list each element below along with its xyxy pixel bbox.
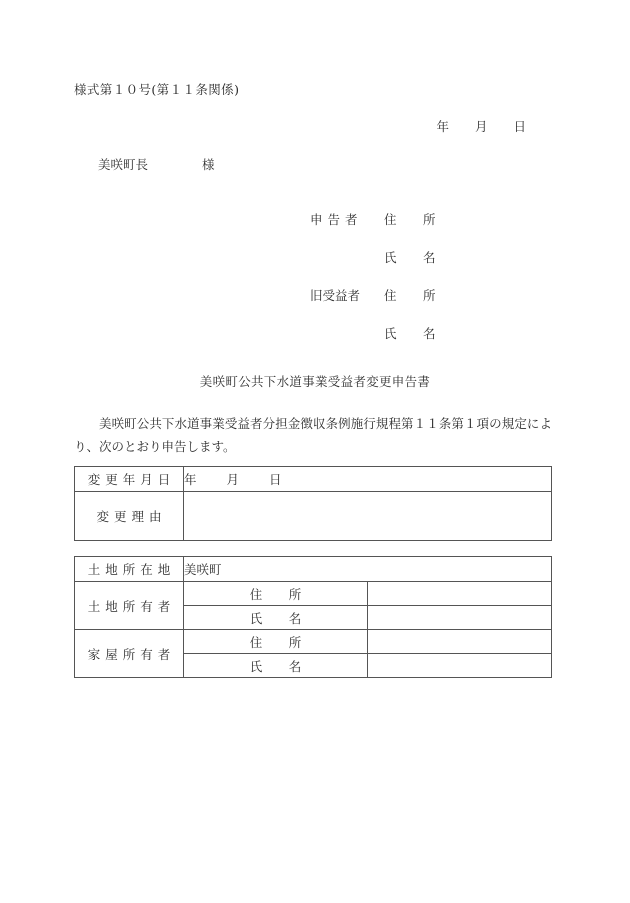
land-location-label: 土地所在地 <box>75 557 184 582</box>
land-location-value[interactable]: 美咲町 <box>184 557 552 582</box>
former-beneficiary-address-label: 住 所 <box>384 288 443 303</box>
change-date-label: 変更年月日 <box>75 467 184 492</box>
applicant-name-label: 氏 名 <box>384 250 443 265</box>
applicant-address-label: 住 所 <box>384 212 443 227</box>
building-owner-address-label: 住 所 <box>184 630 368 654</box>
building-owner-name-value[interactable] <box>368 654 552 678</box>
change-reason-value[interactable] <box>184 492 552 541</box>
addressee <box>98 155 215 173</box>
change-date-value[interactable] <box>184 467 552 492</box>
addressee-office: 美咲町長 <box>98 157 149 172</box>
change-date-year-label: 年 <box>184 472 197 487</box>
date-month-label: 月 <box>474 119 488 134</box>
table-row <box>75 467 552 492</box>
building-owner-name-label: 氏 名 <box>184 654 368 678</box>
land-owner-address-value[interactable] <box>368 582 552 606</box>
form-number: 様式第１０号(第１１条関係) <box>74 82 240 97</box>
building-owner-label: 家屋所有者 <box>75 630 184 678</box>
land-owner-name-value[interactable] <box>368 606 552 630</box>
former-beneficiary-address-row <box>310 286 443 304</box>
table-row <box>75 557 552 582</box>
table-row <box>75 630 552 654</box>
property-owner-table <box>74 556 552 678</box>
body-paragraph: 美咲町公共下水道事業受益者分担金徴収条例施行規程第１１条第１項の規定により、次のとおり申告します。 <box>74 416 552 455</box>
document-title: 美咲町公共下水道事業受益者変更申告書 <box>199 374 431 389</box>
building-owner-address-value[interactable] <box>368 630 552 654</box>
land-owner-address-label: 住 所 <box>184 582 368 606</box>
land-owner-label: 土地所有者 <box>75 582 184 630</box>
applicant-role-label: 申告者 <box>310 212 363 227</box>
applicant-address-row <box>310 210 443 228</box>
table-row <box>75 582 552 606</box>
table-row <box>75 492 552 541</box>
land-owner-name-label: 氏 名 <box>184 606 368 630</box>
former-beneficiary-name-label: 氏 名 <box>384 326 443 341</box>
former-beneficiary-name-row <box>310 324 443 342</box>
date-day-label: 日 <box>513 119 526 134</box>
date-year-label: 年 <box>436 119 449 134</box>
change-date-month-label: 月 <box>226 472 240 487</box>
former-beneficiary-role-label: 旧受益者 <box>310 288 361 303</box>
change-reason-label: 変更理由 <box>75 492 184 541</box>
change-details-table <box>74 466 552 541</box>
date-line <box>74 117 526 135</box>
addressee-honorific: 様 <box>202 157 215 172</box>
change-date-day-label: 日 <box>269 472 282 487</box>
applicant-name-row <box>310 248 443 266</box>
